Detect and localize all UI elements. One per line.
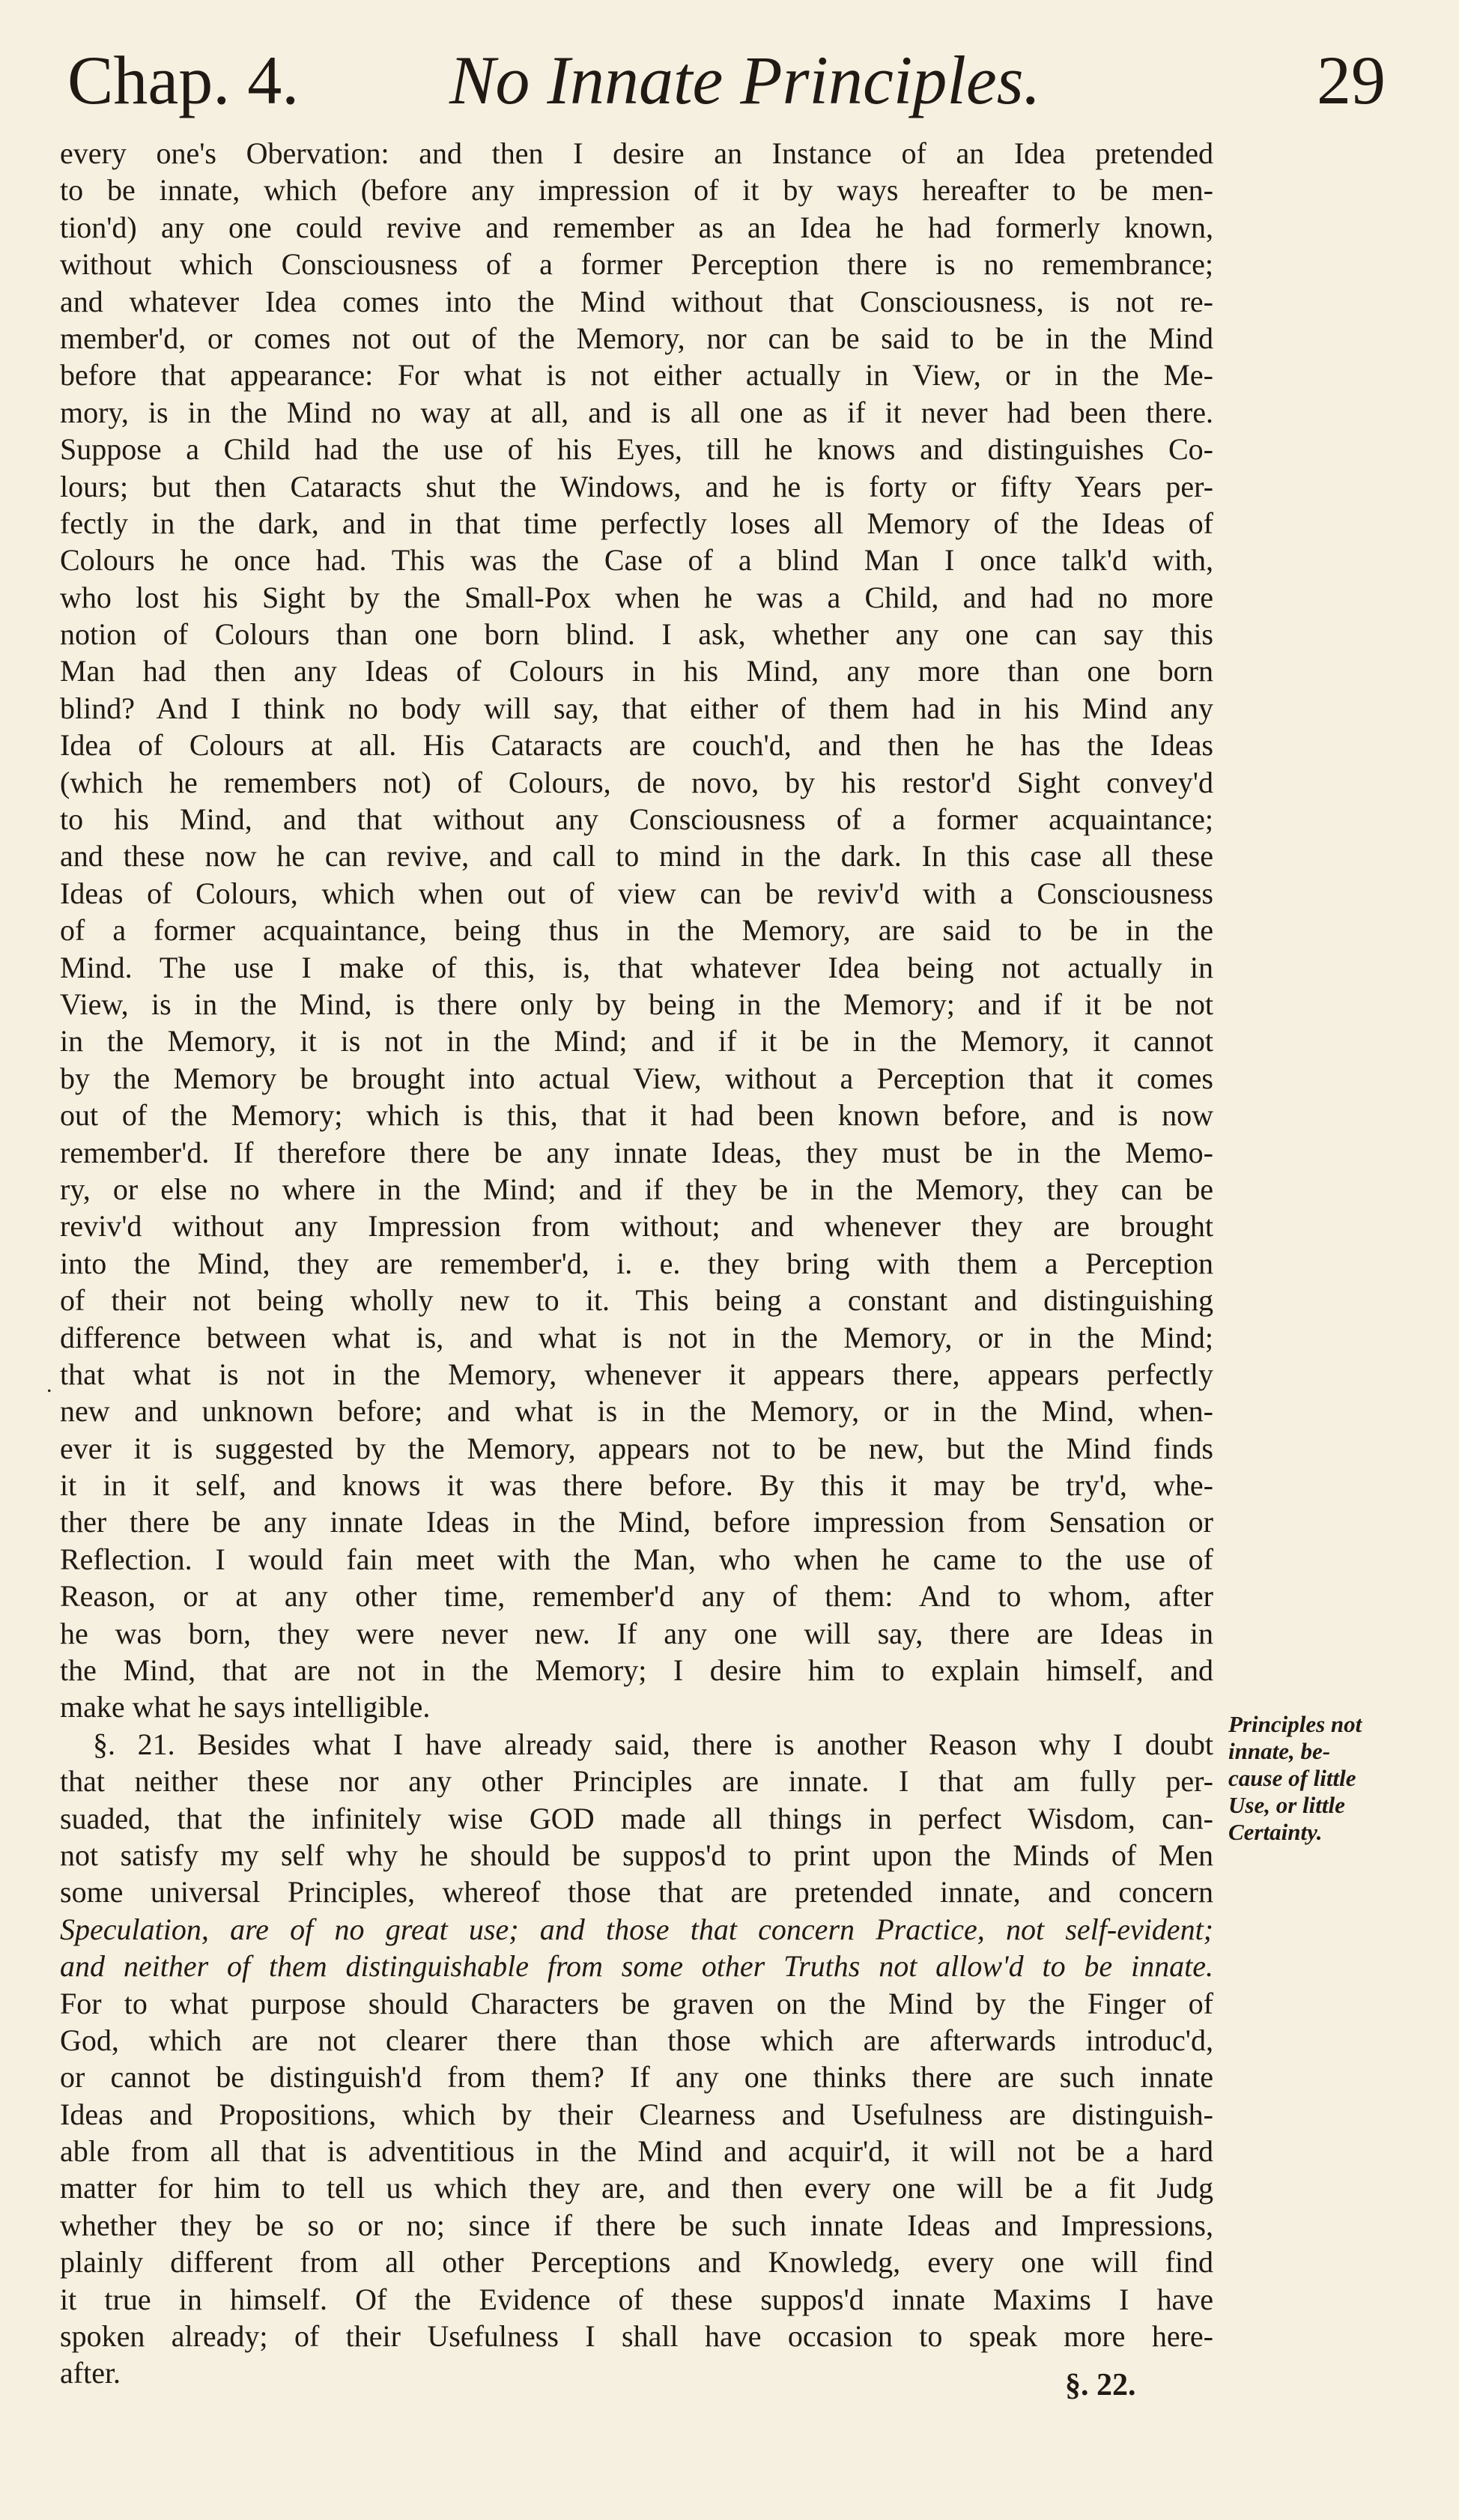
text-line: or cannot be distinguish'd from them? If any one thinks there are such innate: [60, 2060, 1213, 2095]
text-line: matter for him to tell us which they are, and then every one will be a fit Judg: [60, 2171, 1213, 2205]
chapter-label: Chap. 4.: [67, 42, 300, 118]
text-line: and whatever Idea comes into the Mind without that Consciousness, is not re-: [60, 284, 1213, 318]
text-line: whether they be so or no; since if there be such innate Ideas and Impressions,: [60, 2208, 1213, 2242]
text-line: For to what purpose should Characters be graven on the Mind by the Finger of: [60, 1986, 1213, 2020]
text-line: spoken already; of their Usefulness I shall have occasion to speak more here-: [60, 2319, 1213, 2354]
margin-note: [1228, 1711, 1389, 1846]
text-line: tion'd) any one could revive and remember as an Idea he had formerly known,: [60, 210, 1213, 244]
text-line: some universal Principles, whereof those that are pretended innate, and concern: [60, 1875, 1213, 1909]
text-line: reviv'd without any Impression from without; and whenever they are brought: [60, 1209, 1213, 1244]
text-line: not satisfy my self why he should be suppos'd to print upon the Minds of Men: [60, 1838, 1213, 1872]
text-line: Colours he once had. This was the Case of a blind Man I once talk'd with,: [60, 543, 1213, 578]
text-line: Suppose a Child had the use of his Eyes, till he knows and distinguishes Co-: [60, 432, 1213, 467]
text-line: of their not being wholly new to it. This being a constant and distinguishing: [60, 1283, 1213, 1318]
text-line: remember'd. If therefore there be any innate Ideas, they must be in the Memo-: [60, 1135, 1213, 1169]
margin-note-line: innate, be-: [1228, 1738, 1331, 1764]
margin-note-line: cause of little: [1228, 1765, 1356, 1791]
paragraph-2-section-21: [60, 1726, 1213, 2392]
text-line: it in it self, and knows it was there before. By this it may be try'd, whe-: [60, 1468, 1213, 1503]
text-line: without which Consciousness of a former Perception there is no remembrance;: [60, 247, 1213, 282]
paragraph-1: [60, 135, 1213, 1726]
text-line: that what is not in the Memory, whenever it appears there, appears perfectly: [60, 1357, 1213, 1391]
text-line: difference between what is, and what is not in the Memory, or in the Mind;: [60, 1320, 1213, 1354]
text-line: God, which are not clearer there than those which are afterwards introduc'd,: [60, 2023, 1213, 2057]
text-line: after.: [60, 2356, 121, 2390]
text-line: into the Mind, they are remember'd, i. e. they bring with them a Perception: [60, 1246, 1213, 1280]
text-line: in the Memory, it is not in the Mind; and if it be in the Memory, it cannot: [60, 1024, 1213, 1058]
text-line: ry, or else no where in the Mind; and if they be in the Memory, they can be: [60, 1172, 1213, 1206]
text-line: §. 21. Besides what I have already said, there is another Reason why I doubt: [93, 1727, 1213, 1761]
text-line: who lost his Sight by the Small-Pox when he was a Child, and had no more: [60, 580, 1213, 614]
text-line: every one's Obervation: and then I desire an Instance of an Idea pretended: [60, 136, 1213, 170]
text-line: notion of Colours than one born blind. I ask, whether any one can say this: [60, 617, 1213, 652]
running-title: No Innate Principles.: [449, 42, 1041, 118]
text-line: new and unknown before; and what is in the Memory, or in the Mind, when-: [60, 1394, 1213, 1429]
catchword: §. 22.: [1065, 2368, 1136, 2402]
page-body: [60, 135, 1213, 2392]
text-line: that neither these nor any other Principles are innate. I that am fully per-: [60, 1764, 1213, 1799]
running-header: [67, 39, 1386, 121]
text-line: out of the Memory; which is this, that it had been known before, and is now: [60, 1098, 1213, 1133]
text-line: ever it is suggested by the Memory, appears not to be new, but the Mind finds: [60, 1431, 1213, 1465]
text-line: Reason, or at any other time, remember'd any of them: And to whom, after: [60, 1579, 1213, 1614]
text-line: he was born, they were never new. If any one will say, there are Ideas in: [60, 1616, 1213, 1650]
text-line: ther there be any innate Ideas in the Mind, before impression from Sensation or: [60, 1505, 1213, 1539]
text-line: of a former acquaintance, being thus in the Memory, are said to be in the: [60, 913, 1213, 948]
text-line: and neither of them distinguishable from some other Truths not allow'd to be innate.: [60, 1949, 1213, 1984]
text-line: it true in himself. Of the Evidence of these suppos'd innate Maxims I have: [60, 2282, 1213, 2316]
text-line: to his Mind, and that without any Consciousness of a former acquaintance;: [60, 802, 1213, 837]
margin-note-line: Use, or little: [1228, 1792, 1345, 1818]
text-line: and these now he can revive, and call to mind in the dark. In this case all these: [60, 839, 1213, 873]
text-line: blind? And I think no body will say, that either of them had in his Mind any: [60, 691, 1213, 725]
text-line: (which he remembers not) of Colours, de novo, by his restor'd Sight convey'd: [60, 765, 1213, 799]
text-line: Ideas of Colours, which when out of view can be reviv'd with a Consciousness: [60, 876, 1213, 910]
text-line: the Mind, that are not in the Memory; I desire him to explain himself, and: [60, 1653, 1213, 1688]
text-line: Reflection. I would fain meet with the Man, who when he came to the use of: [60, 1542, 1213, 1576]
page-number: 29: [1317, 42, 1386, 118]
text-line: to be innate, which (before any impression of it by ways hereafter to be men-: [60, 173, 1213, 208]
text-line: fectly in the dark, and in that time perfectly loses all Memory of the Ideas of: [60, 506, 1213, 540]
text-line: Idea of Colours at all. His Cataracts are couch'd, and then he has the Ideas: [60, 728, 1213, 763]
margin-note-line: Certainty.: [1228, 1819, 1323, 1845]
margin-dot: .: [46, 1372, 52, 1397]
text-line: lours; but then Cataracts shut the Windows, and he is forty or fifty Years per-: [60, 469, 1213, 503]
text-line: suaded, that the infinitely wise GOD made all things in perfect Wisdom, can-: [60, 1801, 1213, 1835]
text-line: plainly different from all other Perceptions and Knowledg, every one will find: [60, 2245, 1213, 2280]
text-line: Mind. The use I make of this, is, that whatever Idea being not actually in: [60, 950, 1213, 984]
text-line: by the Memory be brought into actual View, without a Perception that it comes: [60, 1061, 1213, 1095]
text-line: Man had then any Ideas of Colours in his Mind, any more than one born: [60, 654, 1213, 688]
text-line: mory, is in the Mind no way at all, and is all one as if it never had been there.: [60, 395, 1213, 429]
text-line: View, is in the Mind, is there only by being in the Memory; and if it be not: [60, 987, 1213, 1021]
text-line: Speculation, are of no great use; and those that concern Practice, not self-evident;: [60, 1912, 1213, 1946]
text-line: member'd, or comes not out of the Memory, nor can be said to be in the Mind: [60, 321, 1213, 355]
text-line: before that appearance: For what is not either actually in View, or in the Me-: [60, 358, 1213, 393]
text-line: make what he says intelligible.: [60, 1690, 431, 1724]
text-line: able from all that is adventitious in the Mind and acquir'd, it will not be a hard: [60, 2134, 1213, 2169]
margin-note-line: Principles not: [1228, 1711, 1362, 1737]
text-line: Ideas and Propositions, which by their Clearness and Usefulness are distinguish-: [60, 2097, 1213, 2131]
